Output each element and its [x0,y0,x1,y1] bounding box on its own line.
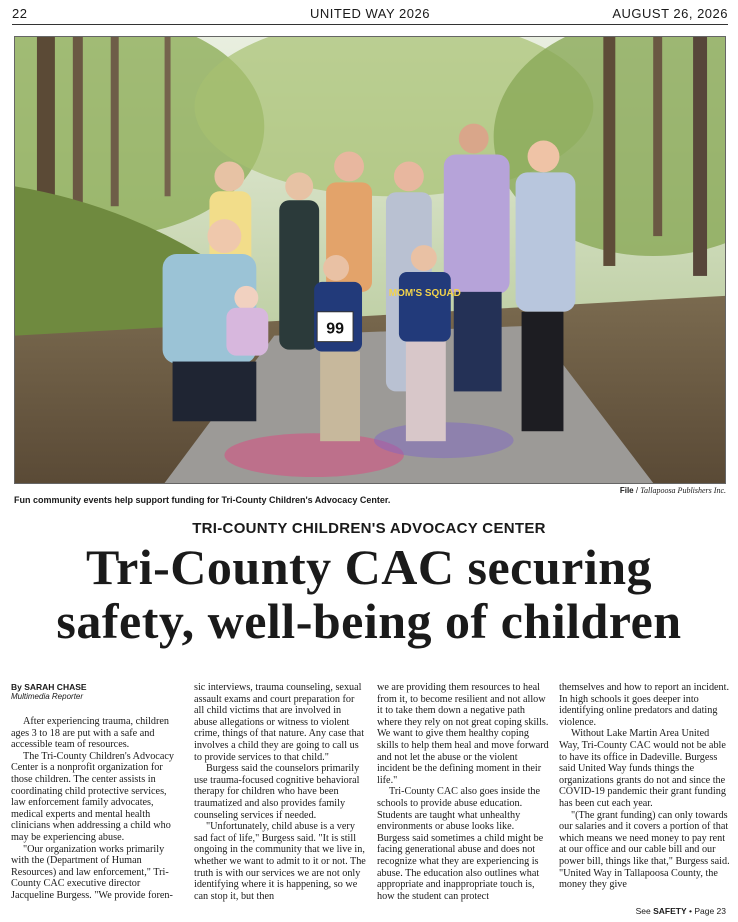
paragraph: "(The grant funding) can only towards our salaries and it covers a portion of that which means we need money to pay rent at our office and our cable bill and our power bill, things like that," Burgess said. "United Way in Tallapoosa County, the money they give [559,809,730,891]
paragraph: Tri-County CAC also goes inside the schools to provide abuse education. Students are taught what unhealthy environments or abuse looks like. Burgess said sometimes a child might be facing generational abuse and does not recognize what they are experiencing is abuse. The education also outlines what appropriate and inappropriate touch is, how the student can protect [377,786,544,902]
photo-credit-separator: / [633,486,641,495]
feature-photo [14,36,726,484]
paragraph: sic interviews, trauma counseling, sexual assault exams and court preparation for all child victims that are involved in abuse allegations or witness to violent crime, things of that nature. Any case that involves a child they are going to call us to provide services to that child." [194,682,365,763]
paragraph: "Our organization works primarily with the (Department of Human Resources) and law enforcement," Tri-County CAC executive director Jacqueline Burgess. "We provide foren- [11,843,173,901]
paragraph: "Unfortunately, child abuse is a very sad fact of life," Burgess said. "It is still ongoing in the community that we live in, whether we want to admit to it or not. The truth is with our services we are not only identifying where it is happening, so we can stop it, but then [194,821,366,902]
jump-page: • Page 23 [686,906,726,916]
race-bib-number: 99 [326,320,344,338]
jump-prefix: See [635,906,654,916]
photo-credit-source: Tallapoosa Publishers Inc. [640,486,726,495]
issue-date: AUGUST 26, 2026 [612,6,728,21]
page-header [12,6,728,24]
headline-line-1: Tri-County CAC securing [85,539,653,595]
photo-caption: Fun community events help support funding for Tri-County Children's Advocacy Center. [14,495,391,505]
page-number: 22 [12,6,28,21]
publication-title: UNITED WAY 2026 [310,6,430,21]
paragraph: The Tri-County Children's Advocacy Center is a nonprofit organization for those children. The center assists in coordinating child protective services, law enforcement family advocates, medical experts and mental health clinicians when addressing a child who may be experiencing abuse. [11,750,174,843]
paragraph: themselves and how to report an incident. In high schools it goes deeper into identifying online predators and dating violence. [559,682,730,728]
header-rule [12,24,728,25]
article-column-2 [194,682,366,902]
article-column-1 [11,682,183,902]
group-photo-illustration [15,37,725,483]
paragraph: Burgess said the counselors primarily use trauma-focused cognitive behavioral therapy for children who have been traumatized and also provides family counseling services if needed. [194,763,360,821]
photo-credit-label: File [619,486,634,495]
byline-title: Multimedia Reporter [11,692,84,701]
article-kicker: TRI-COUNTY CHILDREN'S ADVOCACY CENTER [192,520,546,537]
jump-section: SAFETY [653,906,687,916]
photo-credit [620,486,726,495]
paragraph: we are providing them resources to heal from it, to become resilient and not allow it to take them down a negative path where they rely on not great coping skills. We want to give them healthy coping skills to help them heal and move forward and not let the abuse or the violent incident be the defining moment in their life." [377,682,549,786]
paragraph: After experiencing trauma, children ages 3 to 18 are put with a safe and accessible team of resources. [11,716,169,751]
continued-jump-line[interactable] [636,906,726,916]
article-column-3 [377,682,549,902]
headline-line-2: safety, well-being of children [56,593,682,649]
article-column-4 [559,682,731,891]
article-headline [0,540,738,648]
byline: By SARAH CHASE [11,682,87,692]
paragraph: Without Lake Martin Area United Way, Tri-County CAC would not be able to have its office in Dadeville. Burgess said United Way funds things the organizations grants do not and since the COVID-19 pandemic their grant funding has been cut each year. [559,728,726,809]
shirt-text: MOM'S SQUAD [388,287,461,299]
